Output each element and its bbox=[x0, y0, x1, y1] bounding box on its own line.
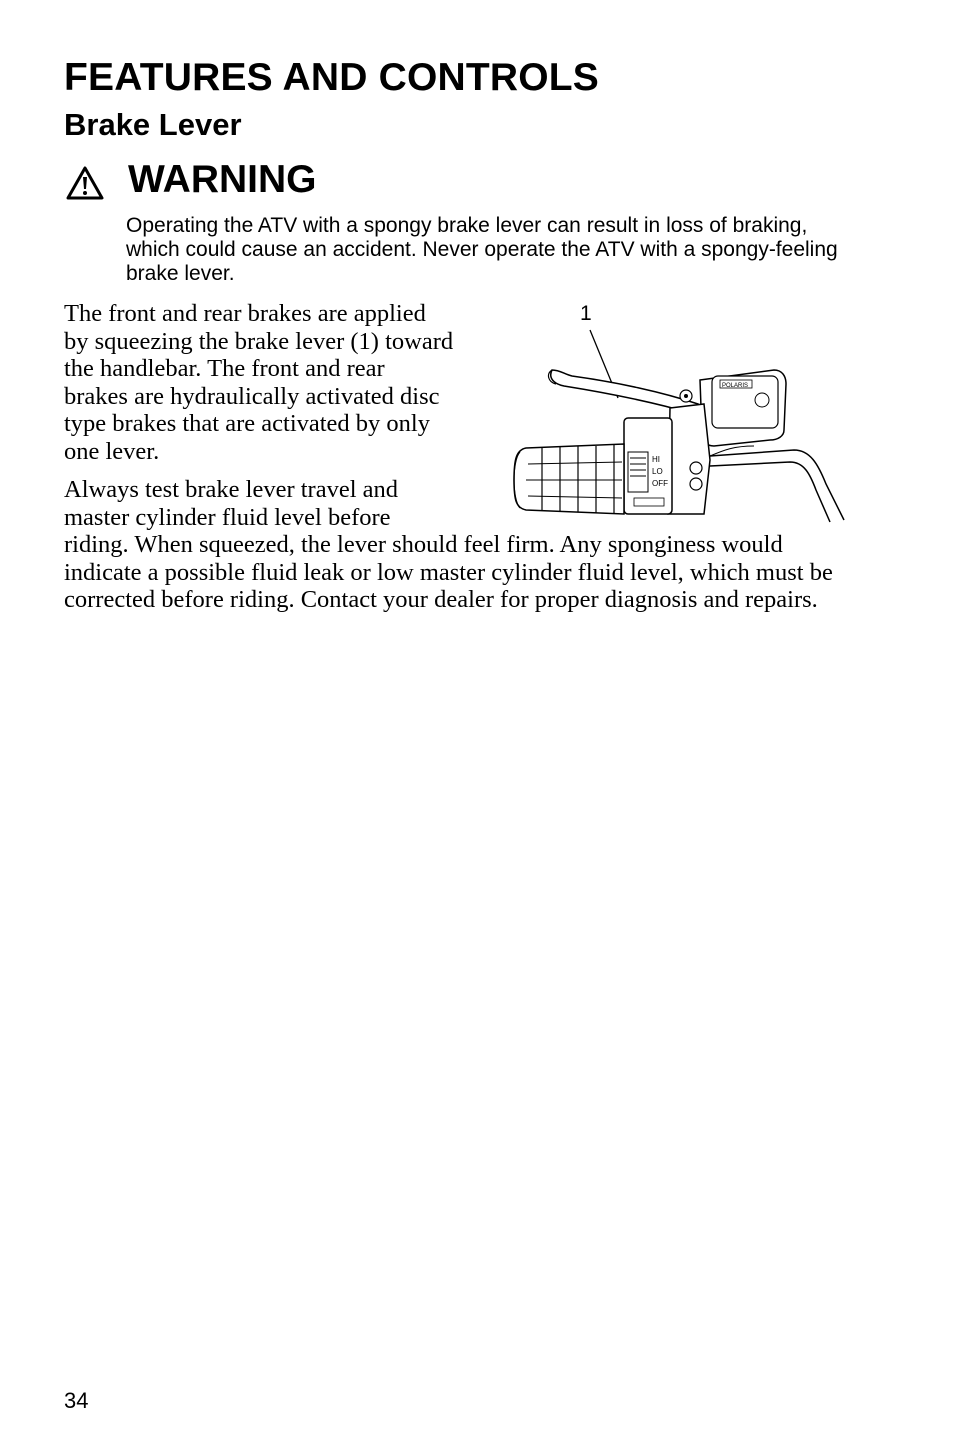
switch-label-hi: HI bbox=[652, 455, 660, 464]
paragraph-test-brake: Always test brake lever travel and master cylinder fluid level before riding. When squeezed, the lever should feel firm. Any sponginess would indicate a possible fluid leak or low master cylinder fluid level, which must be corrected before riding. Contact your dealer for proper diagnosis and repairs. bbox=[64, 476, 833, 613]
callout-label: 1 bbox=[580, 302, 592, 325]
handlebar-illustration bbox=[464, 300, 864, 530]
paragraph-brakes-applied: The front and rear brakes are applied by squeezing the brake lever (1) toward the handlebar. The front and rear brakes are hydraulically activated disc type brakes that are activated by only one lever. bbox=[64, 300, 454, 465]
warning-triangle-icon bbox=[66, 166, 104, 200]
switch-label-off: OFF bbox=[652, 479, 668, 488]
warning-title: WARNING bbox=[128, 158, 317, 201]
page-title: FEATURES AND CONTROLS bbox=[64, 56, 600, 99]
brake-lever-figure bbox=[464, 300, 864, 524]
page-number: 34 bbox=[64, 1388, 89, 1413]
switch-label-lo: LO bbox=[652, 467, 663, 476]
warning-text: Operating the ATV with a spongy brake lever can result in loss of braking, which could cause an accident. Never operate the ATV with a spongy-feeling brake lever. bbox=[126, 214, 838, 285]
section-title: Brake Lever bbox=[64, 107, 242, 142]
brand-label: POLARIS bbox=[722, 383, 749, 389]
body-text bbox=[64, 300, 864, 614]
